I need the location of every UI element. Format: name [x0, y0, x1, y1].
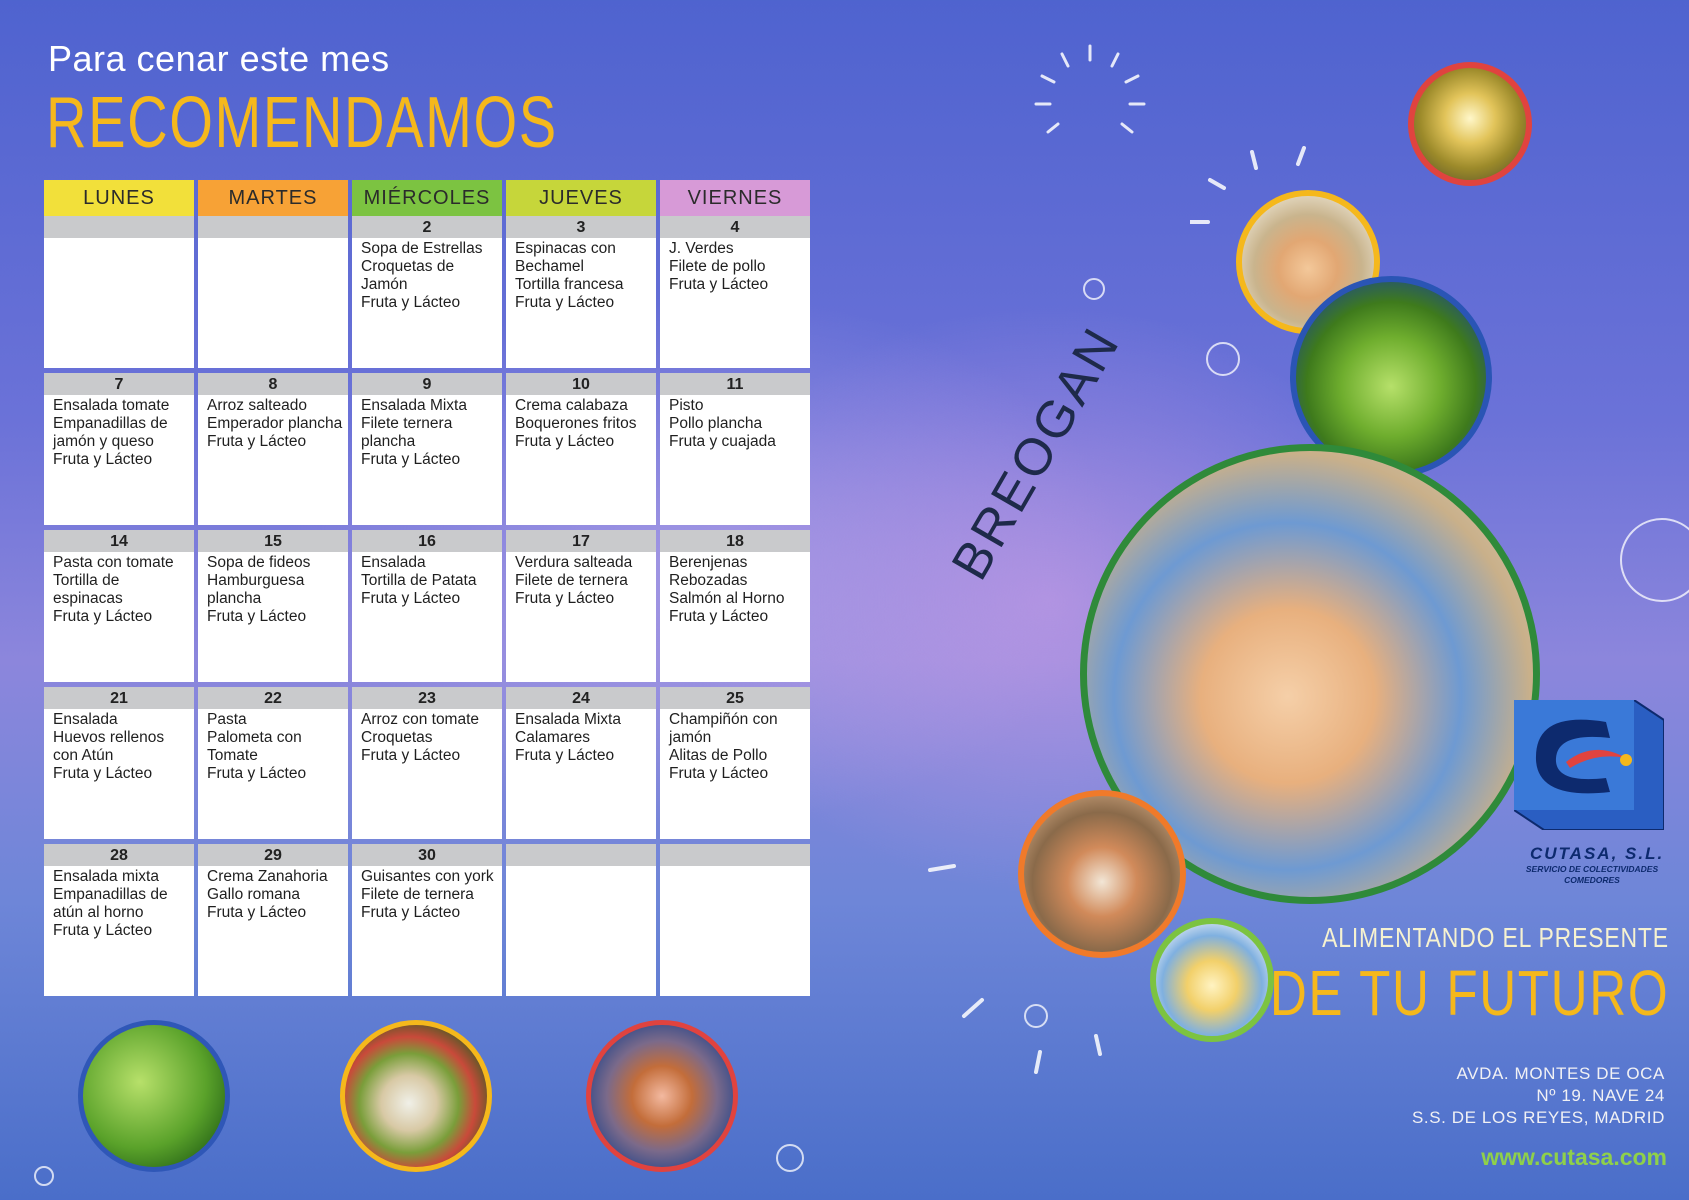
menu-item: plancha	[361, 433, 416, 450]
day-cell	[506, 844, 656, 996]
menu-item: Fruta y Lácteo	[207, 765, 307, 782]
day-cell	[506, 216, 656, 368]
menu-item: Rebozadas	[669, 572, 748, 589]
menu-item: Verdura salteada	[515, 554, 633, 571]
day-number: 4	[660, 216, 810, 238]
decor-ring	[1206, 342, 1240, 376]
menu-item: Jamón	[361, 276, 408, 293]
day-cell	[660, 844, 810, 996]
menu-item: Ensalada tomate	[53, 397, 170, 414]
day-menu	[660, 709, 810, 783]
day-number: 7	[44, 373, 194, 395]
day-cell	[352, 216, 502, 368]
day-menu	[198, 552, 348, 626]
day-number: 24	[506, 687, 656, 709]
day-cell	[44, 530, 194, 682]
menu-item: Ensalada mixta	[53, 868, 159, 885]
day-menu	[660, 552, 810, 626]
day-header-miercoles: MIÉRCOLES	[352, 180, 502, 216]
day-menu	[198, 866, 348, 922]
menu-item: Fruta y Lácteo	[669, 276, 769, 293]
day-number: 29	[198, 844, 348, 866]
day-headers	[44, 180, 812, 216]
menu-item: Arroz con tomate	[361, 711, 480, 728]
decor-ring	[1620, 518, 1689, 602]
school-name: BREOGAN	[940, 317, 1132, 590]
menu-item: Empanadillas de	[53, 415, 168, 432]
slogan-line2: DE TU FUTURO	[1269, 957, 1669, 1029]
menu-item: Calamares	[515, 729, 590, 746]
day-cell	[198, 216, 348, 368]
menu-item: Fruta y Lácteo	[515, 433, 615, 450]
day-cell	[660, 687, 810, 839]
menu-item: Filete de ternera	[361, 886, 474, 903]
day-cell	[198, 844, 348, 996]
day-number: 25	[660, 687, 810, 709]
company-tagline-line2: COMEDORES	[1564, 875, 1620, 885]
decor-ring	[776, 1144, 804, 1172]
menu-item: Palometa con	[207, 729, 302, 746]
day-cell	[352, 687, 502, 839]
menu-item: Tortilla francesa	[515, 276, 624, 293]
day-number: 10	[506, 373, 656, 395]
day-number: 11	[660, 373, 810, 395]
menu-item: Hamburguesa	[207, 572, 305, 589]
day-number: 15	[198, 530, 348, 552]
menu-item: Huevos rellenos	[53, 729, 165, 746]
menu-item: Fruta y Lácteo	[207, 904, 307, 921]
address-line3: S.S. DE LOS REYES, MADRID	[1411, 1108, 1665, 1127]
day-number: 17	[506, 530, 656, 552]
menu-item: Champiñón con	[669, 711, 778, 728]
day-number: 14	[44, 530, 194, 552]
menu-item: Fruta y Lácteo	[53, 922, 153, 939]
day-header-viernes: VIERNES	[660, 180, 810, 216]
menu-item: Bechamel	[515, 258, 584, 275]
menu-item: Tomate	[207, 747, 258, 764]
day-number: 22	[198, 687, 348, 709]
day-cell	[44, 216, 194, 368]
day-number: 30	[352, 844, 502, 866]
menu-calendar	[44, 180, 812, 996]
day-cell	[660, 373, 810, 525]
menu-item: Fruta y Lácteo	[361, 747, 461, 764]
day-menu	[506, 552, 656, 608]
day-number	[198, 216, 348, 238]
salad-photo	[340, 1020, 492, 1172]
website-link[interactable]: www.cutasa.com	[1481, 1144, 1667, 1170]
day-menu	[198, 395, 348, 451]
menu-item: plancha	[207, 590, 262, 607]
decor-ring	[1083, 278, 1105, 300]
menu-item: Fruta y cuajada	[669, 433, 776, 450]
day-menu	[506, 395, 656, 451]
day-menu	[44, 395, 194, 469]
menu-item: Gallo romana	[207, 886, 301, 903]
day-cell	[198, 687, 348, 839]
day-number: 23	[352, 687, 502, 709]
menu-item: atún al horno	[53, 904, 144, 921]
header-title: RECOMENDAMOS	[46, 83, 558, 163]
day-number: 16	[352, 530, 502, 552]
day-number	[506, 844, 656, 866]
menu-item: Tortilla de Patata	[361, 572, 477, 589]
day-menu	[352, 395, 502, 469]
day-cell	[660, 530, 810, 682]
menu-item: Tortilla de	[53, 572, 120, 589]
day-number	[660, 844, 810, 866]
day-menu	[660, 238, 810, 294]
menu-item: Pasta	[207, 711, 247, 728]
day-number	[44, 216, 194, 238]
menu-item: Ensalada	[53, 711, 118, 728]
menu-item: Fruta y Lácteo	[361, 904, 461, 921]
menu-item: Fruta y Lácteo	[361, 590, 461, 607]
day-menu	[44, 238, 194, 240]
day-menu	[44, 866, 194, 940]
menu-item: espinacas	[53, 590, 123, 607]
day-number: 2	[352, 216, 502, 238]
menu-item: con Atún	[53, 747, 114, 764]
menu-item: Alitas de Pollo	[669, 747, 768, 764]
menu-item: Pollo plancha	[669, 415, 763, 432]
menu-item: Emperador plancha	[207, 415, 343, 432]
cutasa-logo	[1514, 700, 1664, 830]
cafeteria-photo	[1018, 790, 1186, 958]
menu-item: Croquetas	[361, 729, 433, 746]
day-menu	[506, 709, 656, 765]
menu-item: J. Verdes	[669, 240, 734, 257]
menu-item: Fruta y Lácteo	[207, 608, 307, 625]
menu-item: Berenjenas	[669, 554, 748, 571]
menu-item: Fruta y Lácteo	[53, 765, 153, 782]
day-menu	[506, 866, 656, 868]
day-number: 9	[352, 373, 502, 395]
plate-photo	[1150, 918, 1274, 1042]
header-subtitle: Para cenar este mes	[48, 38, 390, 79]
menu-item: Fruta y Lácteo	[669, 608, 769, 625]
day-number: 18	[660, 530, 810, 552]
decor-ring	[34, 1166, 54, 1186]
day-header-martes: MARTES	[198, 180, 348, 216]
day-number: 3	[506, 216, 656, 238]
menu-item: Fruta y Lácteo	[669, 765, 769, 782]
menu-item: Filete de ternera	[515, 572, 628, 589]
address-line1: AVDA. MONTES DE OCA	[1456, 1064, 1665, 1083]
day-menu	[660, 866, 810, 868]
menu-item: Boquerones fritos	[515, 415, 637, 432]
day-cell	[198, 530, 348, 682]
menu-item: Fruta y Lácteo	[53, 451, 153, 468]
slogan-line1: ALIMENTANDO EL PRESENTE	[1322, 922, 1669, 953]
menu-item: Sopa de fideos	[207, 554, 311, 571]
day-menu	[352, 238, 502, 312]
day-menu	[198, 709, 348, 783]
day-cell	[506, 373, 656, 525]
day-menu	[44, 552, 194, 626]
menu-item: Ensalada	[361, 554, 426, 571]
menu-item: Fruta y Lácteo	[515, 294, 615, 311]
calendar-grid	[44, 216, 812, 996]
day-number: 21	[44, 687, 194, 709]
menu-item: Salmón al Horno	[669, 590, 785, 607]
menu-item: Crema Zanahoria	[207, 868, 328, 885]
menu-item: Sopa de Estrellas	[361, 240, 483, 257]
menu-item: Ensalada Mixta	[361, 397, 467, 414]
menu-item: jamón	[669, 729, 712, 746]
day-menu	[506, 238, 656, 312]
menu-item: Fruta y Lácteo	[515, 747, 615, 764]
apples-photo	[78, 1020, 230, 1172]
day-cell	[506, 530, 656, 682]
menu-item: Crema calabaza	[515, 397, 628, 414]
playground-photo	[586, 1020, 738, 1172]
day-cell	[198, 373, 348, 525]
menu-item: Croquetas de	[361, 258, 455, 275]
menu-item: Pasta con tomate	[53, 554, 174, 571]
menu-item: Filete de pollo	[669, 258, 766, 275]
sunburst-decor	[1020, 36, 1160, 156]
day-menu	[352, 709, 502, 765]
day-menu	[352, 552, 502, 608]
menu-item: Fruta y Lácteo	[361, 294, 461, 311]
day-menu	[352, 866, 502, 922]
menu-item: Pisto	[669, 397, 704, 414]
menu-item: Arroz salteado	[207, 397, 307, 414]
day-header-lunes: LUNES	[44, 180, 194, 216]
day-menu	[198, 238, 348, 240]
day-cell	[44, 373, 194, 525]
address-line2: Nº 19. NAVE 24	[1536, 1086, 1665, 1105]
day-cell	[660, 216, 810, 368]
oil-photo	[1408, 62, 1532, 186]
day-cell	[44, 844, 194, 996]
menu-item: Espinacas con	[515, 240, 616, 257]
day-cell	[352, 844, 502, 996]
day-menu	[44, 709, 194, 783]
day-number: 28	[44, 844, 194, 866]
day-cell	[506, 687, 656, 839]
menu-item: Filete ternera	[361, 415, 453, 432]
day-cell	[352, 530, 502, 682]
menu-item: Ensalada Mixta	[515, 711, 621, 728]
menu-item: Guisantes con york	[361, 868, 494, 885]
day-header-jueves: JUEVES	[506, 180, 656, 216]
day-menu	[660, 395, 810, 451]
day-cell	[352, 373, 502, 525]
menu-item: Fruta y Lácteo	[53, 608, 153, 625]
menu-item: jamón y queso	[53, 433, 154, 450]
menu-item: Empanadillas de	[53, 886, 168, 903]
company-name: CUTASA, S.L.	[1530, 844, 1665, 863]
menu-item: Fruta y Lácteo	[515, 590, 615, 607]
company-tagline-line1: SERVICIO DE COLECTIVIDADES	[1525, 864, 1659, 874]
day-cell	[44, 687, 194, 839]
day-number: 8	[198, 373, 348, 395]
menu-item: Fruta y Lácteo	[361, 451, 461, 468]
menu-item: Fruta y Lácteo	[207, 433, 307, 450]
company-tagline	[1512, 864, 1672, 886]
